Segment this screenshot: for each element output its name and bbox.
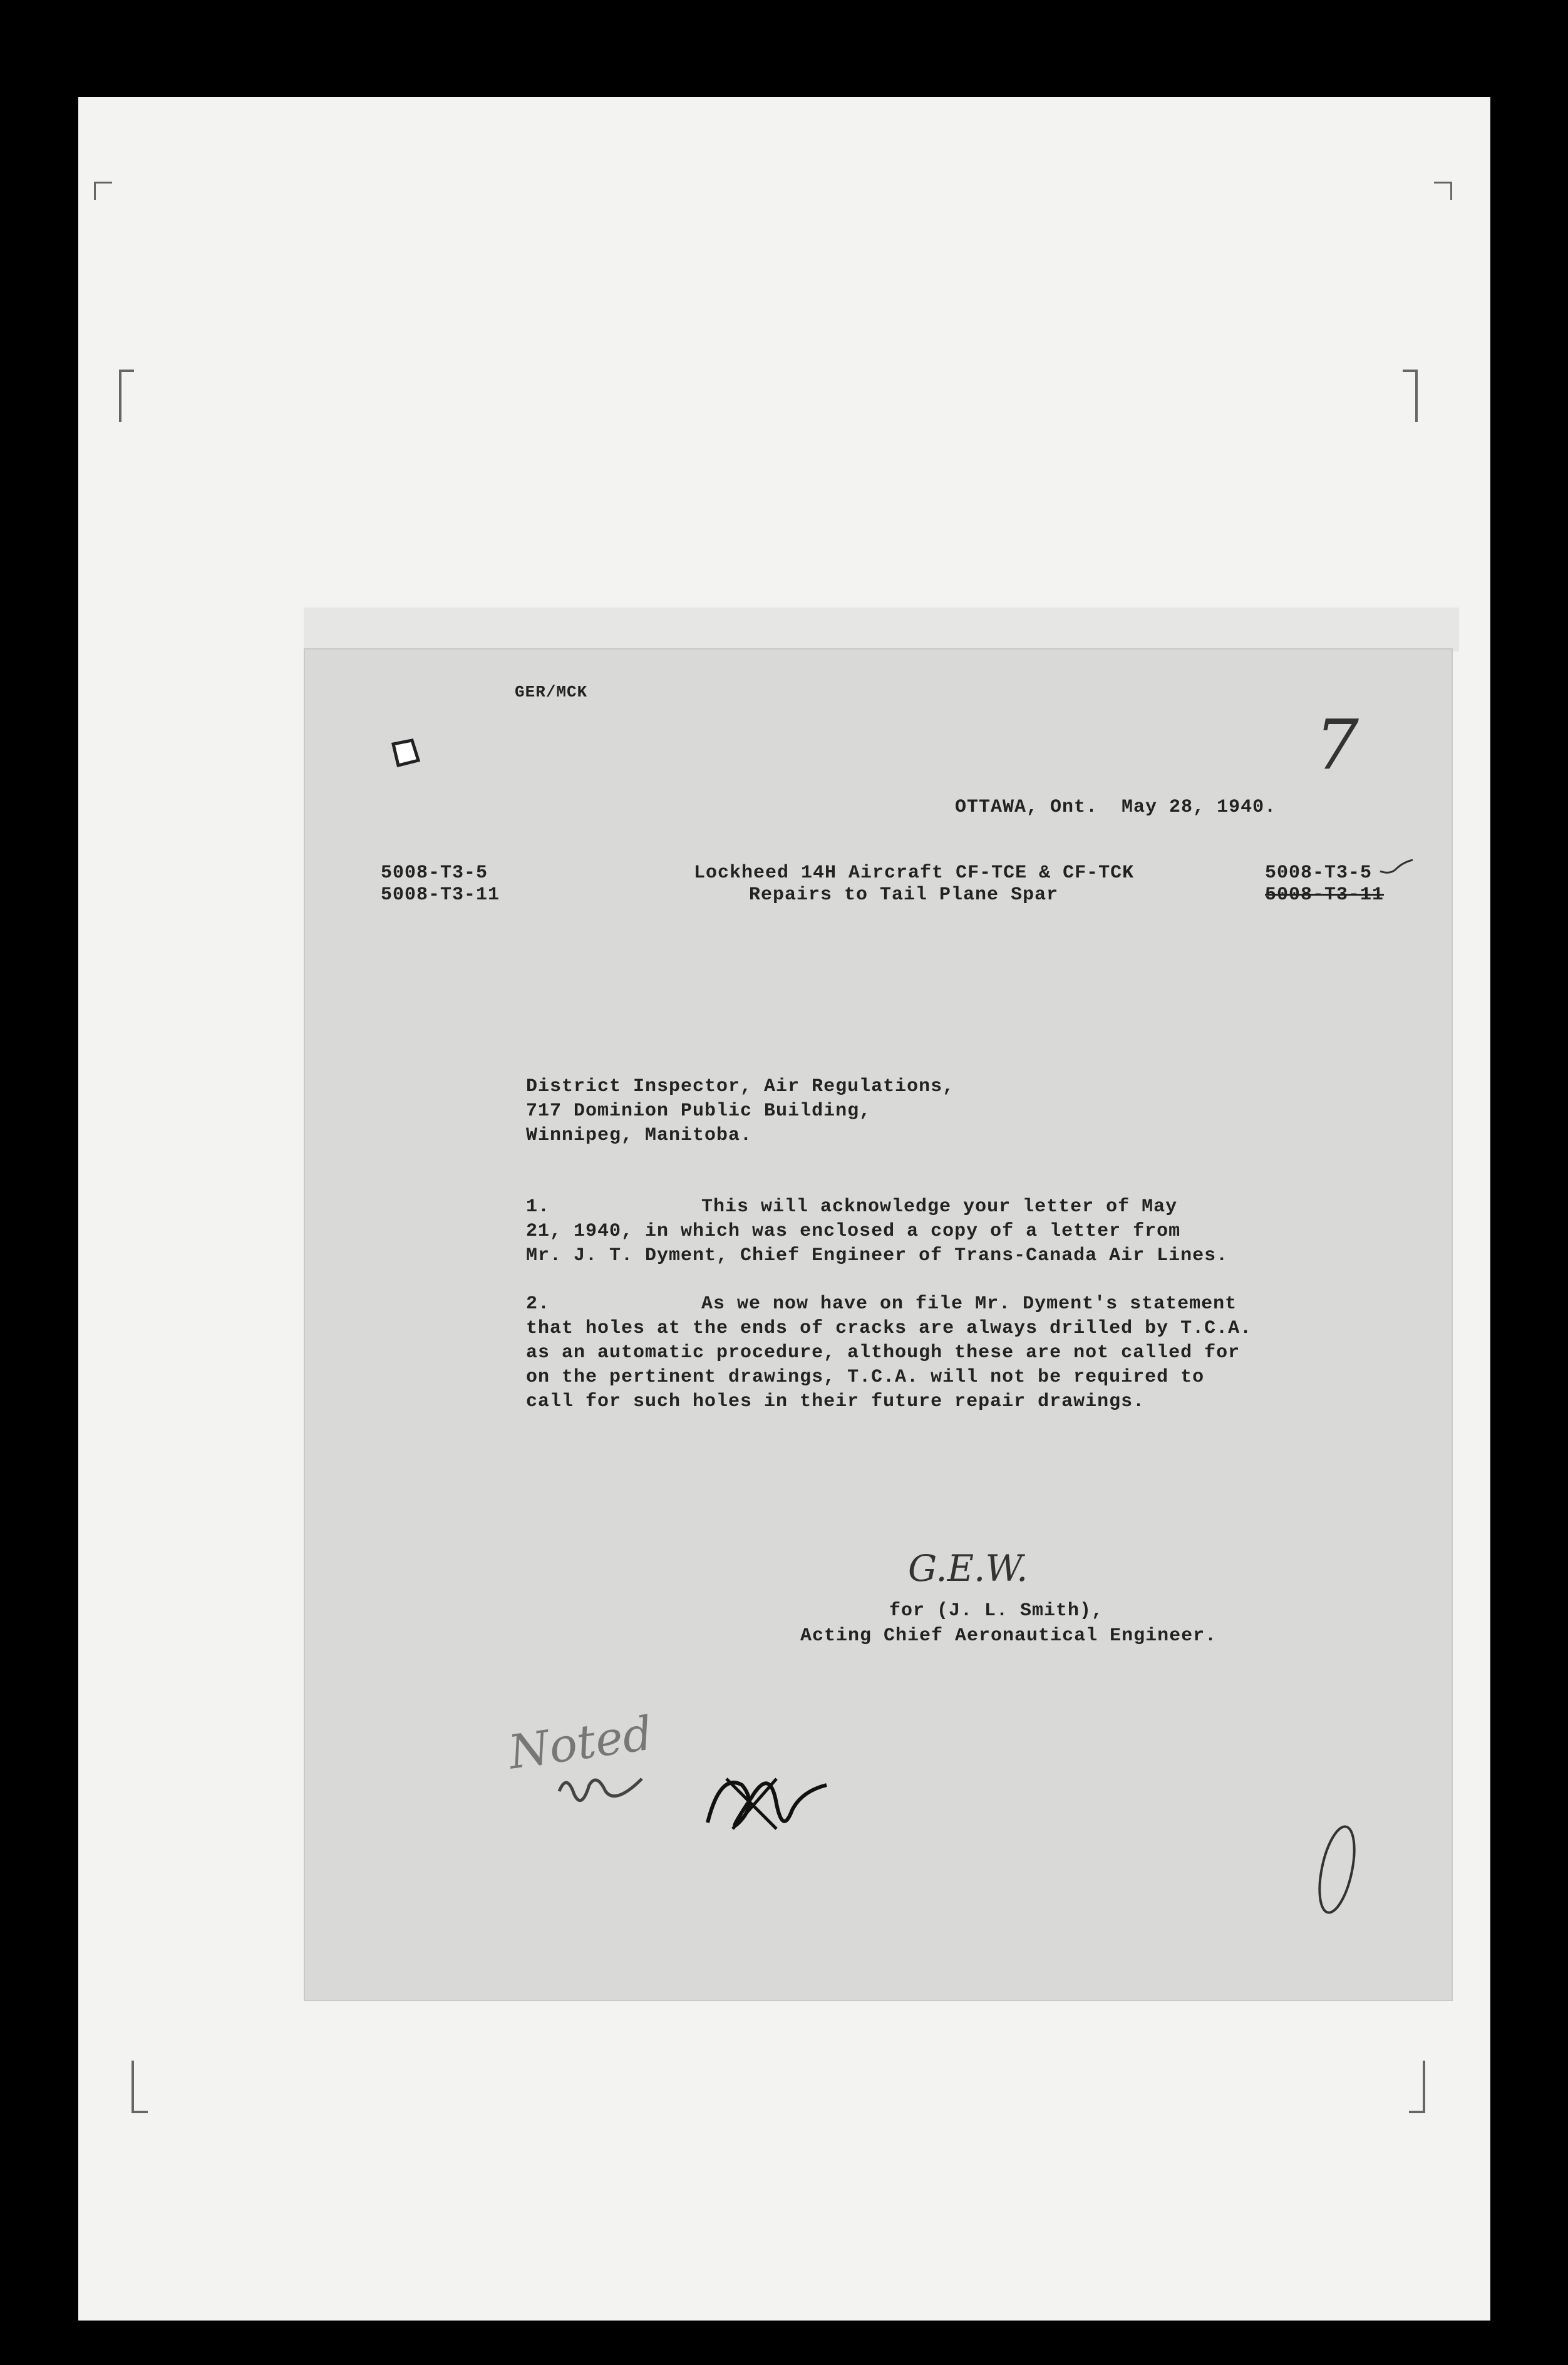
recipient-line-3: Winnipeg, Manitoba.	[526, 1125, 753, 1146]
paragraph-1-first-line: This will acknowledge your letter of May	[701, 1196, 1178, 1218]
signature-title: Acting Chief Aeronautical Engineer.	[800, 1625, 1217, 1647]
paragraph-2-first-line: As we now have on file Mr. Dyment's statement	[701, 1293, 1237, 1315]
signature-initials: G.E.W.	[908, 1547, 1028, 1590]
paragraph-2-number: 2.	[526, 1293, 550, 1315]
file-ref-left-1: 5008-T3-5	[381, 862, 488, 884]
file-ref-left-2: 5008-T3-11	[381, 884, 500, 906]
corner-mark-top-left	[94, 182, 112, 200]
subject-line-1: Lockheed 14H Aircraft CF-TCE & CF-TCK	[694, 862, 1135, 884]
handwritten-zero-mark	[1312, 1819, 1362, 1926]
paper-edge-shadow	[304, 608, 1459, 651]
paragraph-1-line-3: Mr. J. T. Dyment, Chief Engineer of Trans-Canada Air Lines.	[526, 1245, 1229, 1266]
signature-for-line: for (J. L. Smith),	[889, 1600, 1104, 1622]
bracket-mark-right-upper	[1403, 370, 1418, 422]
handwritten-noted: Noted	[505, 1706, 656, 1780]
bracket-mark-left-lower	[132, 2061, 148, 2113]
handwritten-signature-scrawl	[683, 1747, 833, 1848]
page-corner-icon	[389, 738, 422, 769]
check-mark-icon	[1378, 855, 1415, 880]
typist-initials: GER/MCK	[515, 683, 588, 701]
bracket-mark-left-upper	[119, 370, 134, 422]
paragraph-2-line-2: that holes at the ends of cracks are always drilled by T.C.A.	[526, 1318, 1252, 1339]
corner-mark-top-right	[1434, 182, 1452, 200]
bracket-mark-right-lower	[1409, 2061, 1425, 2113]
paragraph-1-line-2: 21, 1940, in which was enclosed a copy of a letter from	[526, 1221, 1181, 1242]
date-line: OTTAWA, Ont. May 28, 1940.	[955, 797, 1277, 818]
paragraph-2-line-3: as an automatic procedure, although these are not called for	[526, 1342, 1240, 1364]
handwritten-initials-scrawl	[554, 1760, 648, 1816]
file-ref-right-1: 5008-T3-5	[1265, 862, 1373, 884]
file-ref-right-2-struck: 5008-T3-11	[1265, 884, 1385, 906]
paragraph-2-line-4: on the pertinent drawings, T.C.A. will not be required to	[526, 1367, 1205, 1388]
subject-line-2: Repairs to Tail Plane Spar	[749, 884, 1059, 906]
paragraph-1-number: 1.	[526, 1196, 550, 1218]
recipient-line-2: 717 Dominion Public Building,	[526, 1100, 872, 1122]
recipient-line-1: District Inspector, Air Regulations,	[526, 1076, 955, 1097]
paragraph-2-line-5: call for such holes in their future repair drawings.	[526, 1391, 1145, 1412]
handwritten-page-number: 7	[1315, 705, 1359, 785]
